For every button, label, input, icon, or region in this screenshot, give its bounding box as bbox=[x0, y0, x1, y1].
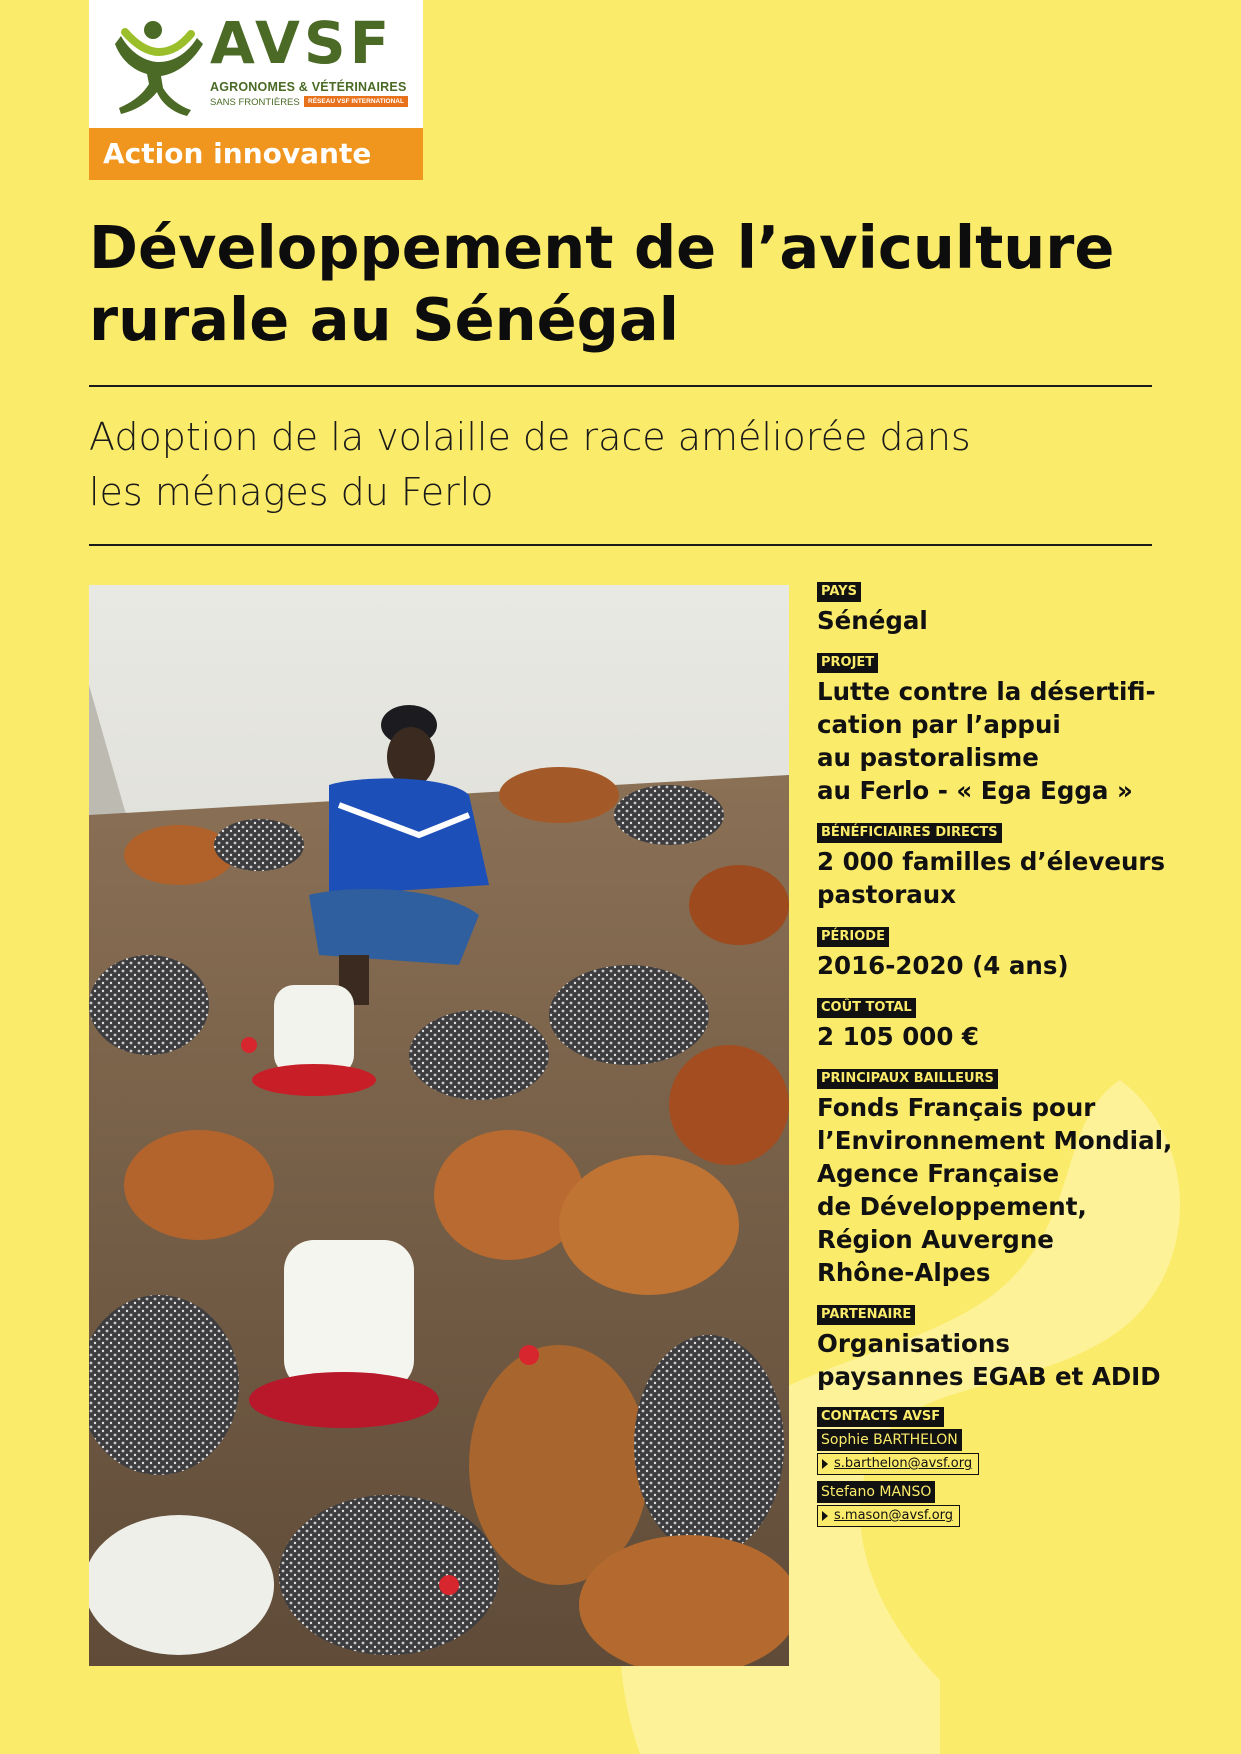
logo-block bbox=[89, 0, 423, 128]
chicken-coop-photo bbox=[89, 585, 789, 1666]
field-country bbox=[817, 580, 1237, 637]
field-value: Organisations paysannes EGAB et ADID bbox=[817, 1329, 1161, 1391]
brand-subtagline: SANS FRONTIÈRES bbox=[210, 97, 300, 108]
field-donors bbox=[817, 1067, 1237, 1289]
contacts-block bbox=[817, 1407, 1237, 1527]
field-label: PROJET bbox=[817, 653, 878, 673]
project-info-panel bbox=[817, 580, 1237, 1541]
field-value: 2 105 000 € bbox=[817, 1022, 979, 1051]
contact-email-2: s.mason@avsf.org bbox=[834, 1508, 954, 1523]
field-project bbox=[817, 651, 1237, 807]
contact-name-2: Stefano MANSO bbox=[817, 1481, 935, 1503]
field-total-cost bbox=[817, 996, 1237, 1053]
contact-email-link-1[interactable] bbox=[817, 1453, 979, 1475]
brand-tagline: AGRONOMES & VÉTÉRINAIRES bbox=[210, 80, 407, 94]
field-value: Lutte contre la désertifi- cation par l’appui au pastoralisme au Ferlo - « Ega Egga » bbox=[817, 677, 1156, 805]
page-subtitle bbox=[89, 410, 1089, 520]
avsf-logo-icon bbox=[113, 18, 205, 118]
top-divider bbox=[89, 385, 1152, 387]
contacts-label: CONTACTS AVSF bbox=[817, 1407, 944, 1427]
field-label: COÛT TOTAL bbox=[817, 998, 916, 1018]
field-label: PÉRIODE bbox=[817, 927, 889, 947]
field-partner bbox=[817, 1303, 1237, 1393]
field-value: Sénégal bbox=[817, 606, 928, 635]
field-beneficiaries bbox=[817, 821, 1237, 911]
bottom-divider bbox=[89, 544, 1152, 546]
field-label: PRINCIPAUX BAILLEURS bbox=[817, 1069, 998, 1089]
arrow-right-icon bbox=[822, 1459, 828, 1469]
contact-email-link-2[interactable] bbox=[817, 1505, 960, 1527]
title-line-1: Développement de l’aviculture bbox=[89, 213, 1115, 282]
field-value: Fonds Français pour l’Environnement Mondial, Agence Française de Développement, Région Auvergne Rhône-Alpes bbox=[817, 1093, 1173, 1287]
network-badge: RÉSEAU VSF INTERNATIONAL bbox=[304, 96, 408, 107]
arrow-right-icon bbox=[822, 1511, 828, 1521]
field-value: 2016-2020 (4 ans) bbox=[817, 951, 1069, 980]
field-value: 2 000 familles d’éleveurs pastoraux bbox=[817, 847, 1166, 909]
subtitle-line-1: Adoption de la volaille de race améliorée dans bbox=[89, 415, 971, 459]
page-title bbox=[89, 212, 1169, 356]
title-line-2: rurale au Sénégal bbox=[89, 285, 679, 354]
field-label: BÉNÉFICIAIRES DIRECTS bbox=[817, 823, 1002, 843]
field-period bbox=[817, 925, 1237, 982]
contact-name-1: Sophie BARTHELON bbox=[817, 1429, 962, 1451]
brand-name: AVSF bbox=[210, 9, 394, 77]
field-label: PAYS bbox=[817, 582, 861, 602]
subtitle-line-2: les ménages du Ferlo bbox=[89, 470, 494, 514]
contact-email-1: s.barthelon@avsf.org bbox=[834, 1456, 973, 1471]
field-label: PARTENAIRE bbox=[817, 1305, 915, 1325]
category-band: Action innovante bbox=[89, 128, 423, 180]
